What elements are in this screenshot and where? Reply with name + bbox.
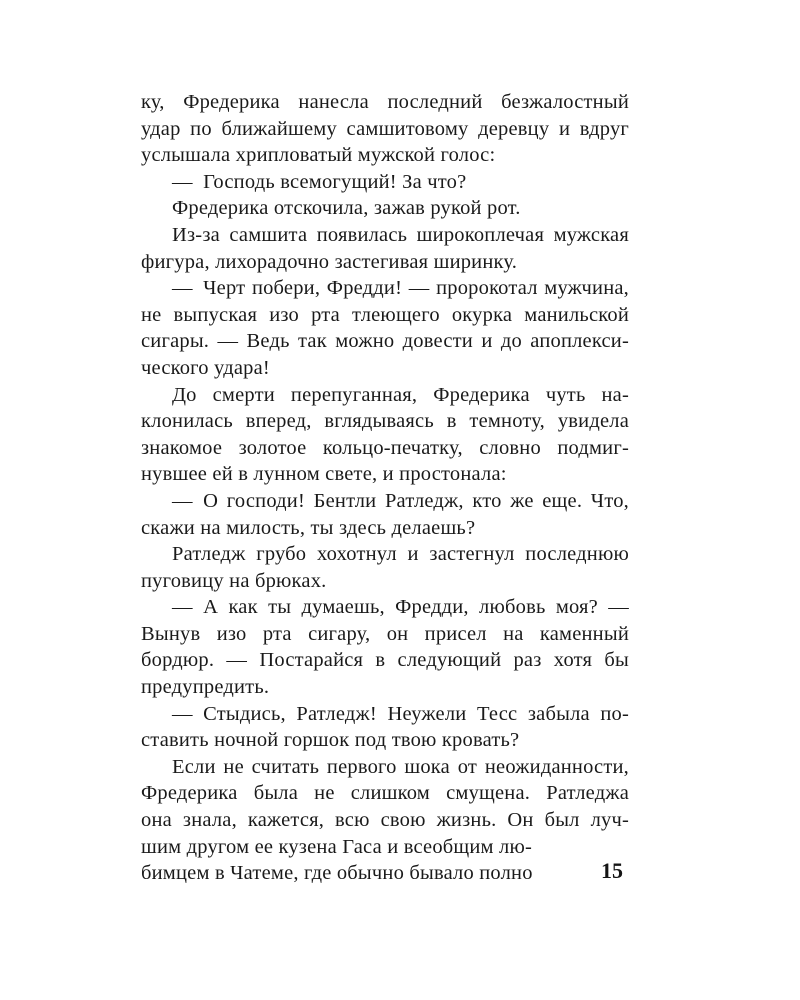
- text-line: услышала хрипловатый мужской голос:: [141, 144, 496, 167]
- text-line: ставить ночной горшок под твою кровать?: [141, 729, 520, 752]
- text-line: ку, Фредерика нанесла последний безжалостный: [141, 91, 629, 113]
- text-column: [141, 89, 629, 887]
- text-line: бимцем в Чатеме, где обычно бывало полно: [141, 862, 533, 885]
- page-number: 15: [601, 858, 623, 883]
- text-line: — А как ты думаешь, Фредди, любовь моя? —: [172, 596, 629, 619]
- text-line: предупредить.: [141, 676, 270, 699]
- text-line: клонилась вперед, вглядываясь в темноту, увидела: [141, 410, 629, 433]
- text-line: — Господь всемогущий! За что?: [172, 170, 467, 193]
- text-line: ческого удара!: [141, 356, 270, 379]
- text-line: она знала, кажется, всю свою жизнь. Он был луч-: [141, 809, 629, 832]
- text-line: не выпуская изо рта тлеющего окурка манильской: [141, 303, 629, 326]
- text-line: Фредерика была не слишком смущена. Ратледжа: [141, 782, 629, 805]
- text-line: Фредерика отскочила, зажав рукой рот.: [172, 197, 521, 220]
- text-line: — О господи! Бентли Ратледж, кто же еще. Что,: [172, 489, 629, 512]
- text-line: пуговицу на брюках.: [141, 569, 327, 592]
- text-line: — Черт побери, Фредди! — пророкотал мужчина,: [172, 277, 629, 300]
- text-line: знакомое золотое кольцо-печатку, словно подмиг-: [141, 436, 629, 459]
- text-line: Из-за самшита появилась широкоплечая мужская: [172, 223, 629, 246]
- text-line: бордюр. — Постарайся в следующий раз хотя бы: [141, 649, 629, 672]
- text-line: Вынув изо рта сигару, он присел на каменный: [141, 622, 629, 645]
- text-line: Если не считать первого шока от неожиданности,: [172, 755, 629, 778]
- text-line: Ратледж грубо хохотнул и застегнул последнюю: [172, 543, 629, 566]
- text-line: До смерти перепуганная, Фредерика чуть на-: [172, 383, 629, 406]
- text-line: сигары. — Ведь так можно довести и до апоплекси-: [141, 330, 629, 353]
- text-line: нувшее ей в лунном свете, и простонала:: [141, 463, 507, 486]
- text-line: скажи на милость, ты здесь делаешь?: [141, 516, 476, 539]
- text-line: — Стыдись, Ратледж! Неужели Тесс забыла по-: [172, 702, 629, 725]
- text-line: шим другом ее кузена Гаса и всеобщим лю-: [141, 835, 533, 858]
- text-line: фигура, лихорадочно застегивая ширинку.: [141, 250, 518, 273]
- text-line: удар по ближайшему самшитовому деревцу и вдруг: [141, 117, 629, 140]
